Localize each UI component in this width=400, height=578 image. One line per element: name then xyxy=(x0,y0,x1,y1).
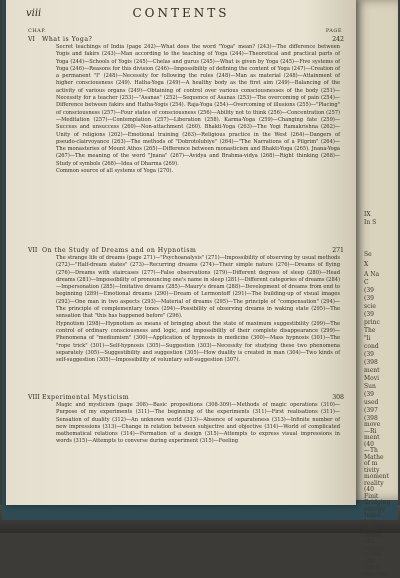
right-page-fragment: ment xyxy=(364,367,380,374)
right-page-fragment: (40 xyxy=(364,440,374,448)
chapter-number: VI xyxy=(28,36,35,43)
chapter-title: What is Yoga? xyxy=(42,36,93,43)
chapter-8 xyxy=(28,393,344,446)
chapter-synopsis xyxy=(56,402,340,446)
right-page-fragment: (39 xyxy=(364,295,374,302)
chapter-6 xyxy=(28,35,344,175)
right-page-fragment: (39 xyxy=(364,311,374,318)
right-page-fragment: to the xyxy=(364,551,382,558)
chapter-title: On the Study of Dreams and on Hypnotism xyxy=(42,247,197,254)
right-page-fragment: Sun xyxy=(364,383,376,390)
chapter-title-row xyxy=(28,393,344,402)
chapter-title-row xyxy=(28,35,344,44)
right-page-fragment: tivity xyxy=(364,466,380,474)
chapter-number: VIII xyxy=(28,394,40,401)
right-page-fragment: (398 xyxy=(364,359,378,366)
right-page-fragment: the c xyxy=(364,564,380,571)
chapter-title: Experimental Mysticism xyxy=(42,394,130,401)
chap-column-label: CHAP. xyxy=(28,28,47,34)
right-page-fragment: (39 xyxy=(364,351,374,358)
right-page-fragment: The xyxy=(364,327,376,334)
right-page-fragment: (403 xyxy=(364,525,378,532)
chapter-page: 242 xyxy=(332,36,344,43)
right-page-fragment: A Na xyxy=(364,271,380,278)
right-page-fragment: move xyxy=(364,421,381,428)
right-page-fragment: (40 xyxy=(364,486,374,493)
chapter-synopsis xyxy=(56,44,340,175)
synopsis-paragraph: Hypnotism (298)—Hypnotism as means of bringing about the state of maximum suggestibility (299)—The control of ordinary consciousness and logic, and impossibility of their complete disappearance (299)—Phenomena of "mediumism" (300)—Application of hypnosis in medicine (300)—Mass hypnosis (301)—The "rope trick" (301)—Self-hypnosis (305)—Suggestion (303)—Necessity for studying these two phenomena separately (305)—Suggestibility and suggestion (305)—How duality is created in man (304)—Two kinds of self-suggestion (305)—Impossibility of voluntary self-suggestion (307). xyxy=(56,320,340,364)
chapter-7 xyxy=(28,246,344,364)
right-page-fragment: (398 xyxy=(364,415,378,422)
synopsis-paragraph: Magic and mysticism (page 308)—Basic propositions (308-309)—Methods of magic operations (310)—Purpose of my experiments (311)—The beginning of the experiments (311)—First realisations (311)—Sensation of duality (312)—An unknown world (313)—Absence of separateness (313)—Infinite number of new impressions (313)—Change in relation between subjective and objective (314)—World of complicated mathematical relations (314)—Formation of a design (315)—Attempts to express visual impressions in words (315)—Attempts to converse during experiment (315)—Feeling xyxy=(56,402,340,445)
chapter-number: VII xyxy=(28,247,38,254)
right-page-edge xyxy=(354,0,398,578)
right-page-fragment: Index xyxy=(364,512,382,519)
right-page-fragment: IX xyxy=(364,211,371,218)
chapter-page: 308 xyxy=(332,394,344,401)
chapter-title-row xyxy=(28,246,344,255)
page-column-label: PAGE xyxy=(325,28,342,34)
right-page-fragment: —Th xyxy=(364,447,378,454)
right-page-fragment: moment xyxy=(364,473,389,480)
synopsis-paragraph: The strange life of dreams (page 271)—"Psychoanalysis" (271)—Impossibility of observing by usual methods (272)—"Half-dream states" (273)—Recurring dreams (274)—Their simple nature (276)—Dreams of flying (276)—Dreams with staircases (277)—False observations (279)—Different degrees of sleep (280)—Head dreams (281)—Impossibility of pronouncing one's name in sleep (281)—Different categories of dreams (284)—Impersonation (285)—Imitative dreams (285)—Maury's dream (288)—Development of dreams from end to beginning (289)—Emotional dreams (290)—Dream of Lermontoff (291)—The building-up of visual images (292)—One man in two aspects (293)—Material of dreams (295)—The principle of "compensation" (294)—The principle of complementary tones (294)—Possibility of observing dreams in waking state (295)—The sensation that "this has happened before" (296). xyxy=(56,255,340,320)
page-folio: viii xyxy=(26,8,42,19)
right-page-fragment: cond xyxy=(364,343,379,350)
right-page-fragment: energy xyxy=(364,505,386,513)
synopsis-paragraph: Secret teachings of India (page 242)—What does the word "Yoga" mean? (243)—The difference between Yogis and fakirs (243)—Man according to the teaching of Yoga (244)—Theoretical and practical parts of Yoga (244)—Schools of Yogis (245)—Chelas and gurus (245)—What is given by Yoga (245)—Five systems of Yoga (246)—Reasons for this division (246)—Impossibility of defining the content of Yoga (247)—Creation of a permanent "I" (248)—Necessity for following the rules (248)—Man as material (248)—Attainment of higher consciousness (249). Hatha-Yoga (249)—A healthy body as the first aim (249)—Balancing of the activity of various organs (249)—Obtaining of control over various consciousnesses of the body (251)—Necessity for a teacher (253)—"Asanas" (252)—Sequence of Asanas (253)—The overcoming of pain (254)—Difference between fakirs and Hatha-Yogis (254). Raja-Yoga (254)—Overcoming of illusions (255)—"Placing" of consciousness (257)—Four states of consciousness (256)—Ability not to think (256)—Concentration (257)—Meditation (257)—Contemplation (257)—Liberation (258). Karma-Yoga (259)—Changing fate (259)—Success and unsuccess (260)—Non-attachment (260). Bhakti-Yoga (263)—The Yogi Ramakrishna (262)—Unity of religions (262)—Emotional training (263)—Religious practice in the West (264)—Dangers of pseudo-clairvoyance (263)—The methods of "Dobrotolubiye" (264)—"The Narrations of a Pilgrim" (264)—The monasteries of Mount Athos (265)—Difference between monasticism and Bhakti-Yoga (265). Jnana-Yoga (267)—The meaning of the word "Jnana" (267)—Avidya and Brahma-vidya (268)—Right thinking (268)—Study of symbols (268)—Idea of Dharma (269). xyxy=(56,44,340,167)
right-page-fragment: ment xyxy=(364,434,380,441)
right-page-fragment: princ xyxy=(364,319,380,326)
right-page-fragment: In S xyxy=(364,219,377,226)
right-page-fragment: (40 xyxy=(364,538,374,545)
right-page-fragment: (39 xyxy=(364,287,374,294)
right-page-fragment: dimensi xyxy=(364,570,388,578)
chapter-synopsis xyxy=(56,255,340,364)
synopsis-paragraph: Common source of all systems of Yoga (270). xyxy=(56,168,174,175)
right-page-fragment: Se xyxy=(364,251,372,258)
right-page-fragment: scie xyxy=(364,303,376,310)
right-page-fragment: saying xyxy=(364,544,384,552)
right-page-fragment: Mathe xyxy=(364,453,384,461)
right-page-fragment: C xyxy=(364,279,369,286)
right-page-fragment: X xyxy=(364,261,369,268)
right-page-fragment: Finit xyxy=(364,492,379,500)
right-page-fragment: (39 xyxy=(364,391,374,398)
page-heading: CONTENTS xyxy=(132,6,230,20)
right-page-fragment: reality xyxy=(364,479,384,487)
contents-page xyxy=(6,0,356,505)
right-page-fragment: (397 xyxy=(364,407,378,414)
right-page-fragment: used xyxy=(364,399,379,406)
right-page-fragment: (40 xyxy=(364,557,374,565)
right-page-fragment: Inten xyxy=(364,518,381,526)
right-page-fragment: —Ri xyxy=(364,427,377,435)
right-page-fragment: "li xyxy=(364,335,371,342)
right-page-fragment: Bridging xyxy=(364,499,391,506)
right-page-fragment: of m xyxy=(364,460,378,467)
right-page-fragment: Inden xyxy=(364,531,382,539)
right-page-fragment: Movi xyxy=(364,375,380,382)
chapter-page: 271 xyxy=(332,247,344,254)
